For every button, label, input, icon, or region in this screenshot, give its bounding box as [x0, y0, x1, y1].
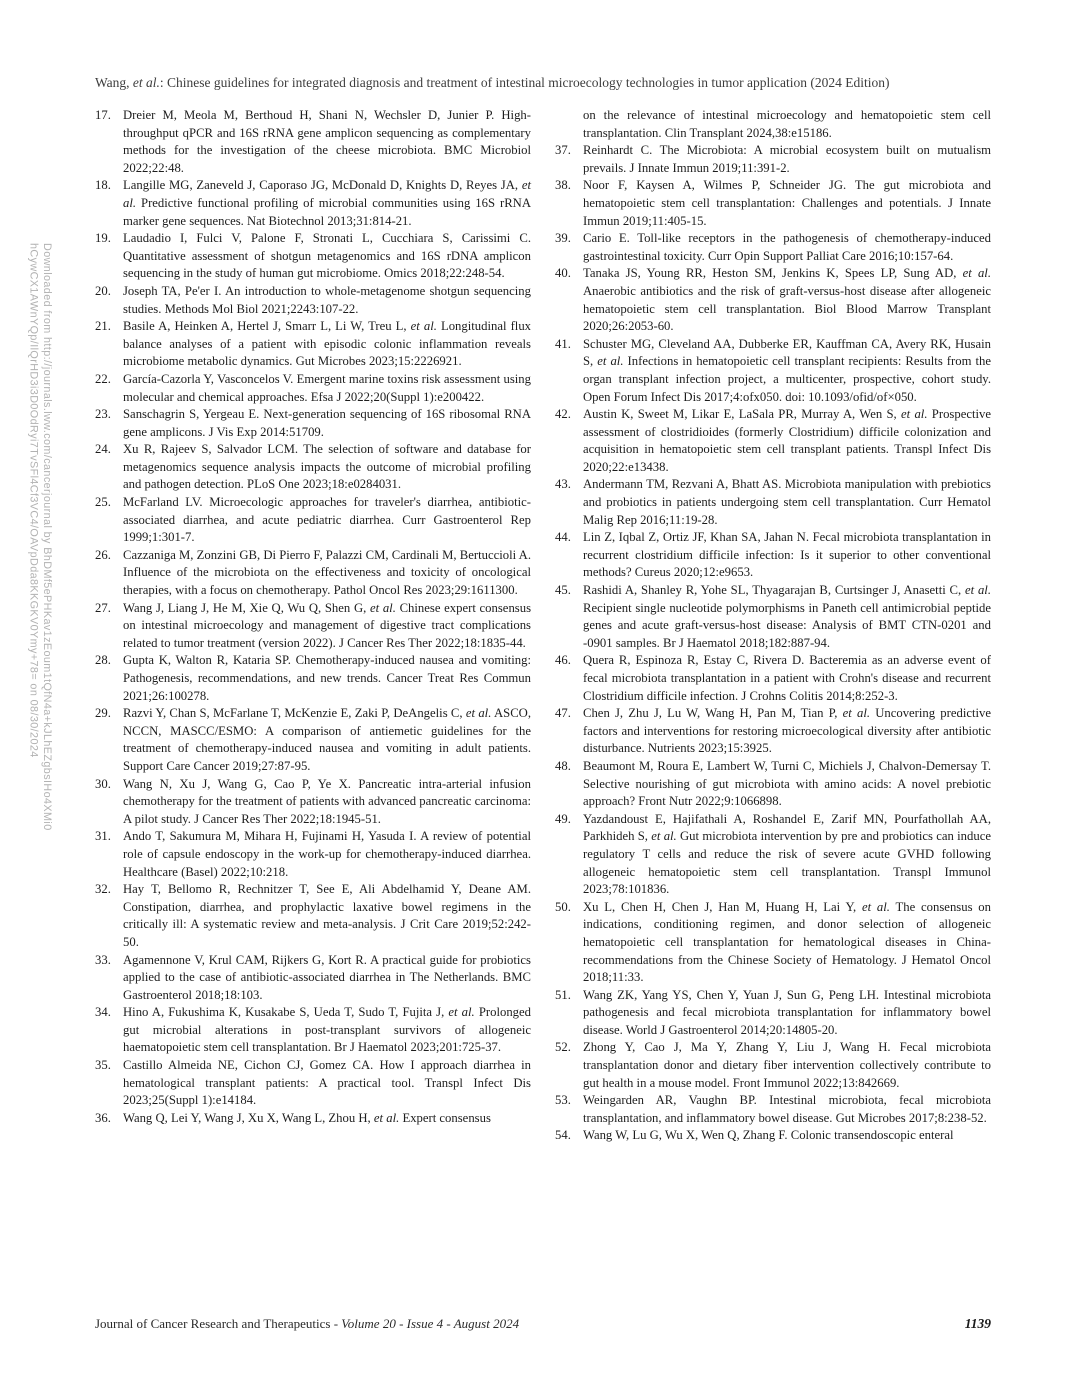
reference-text: Laudadio I, Fulci V, Palone F, Stronati L, Cucchiara S, Carissimi C. Quantitative assessment of shotgun metagenomics and 16S rDNA amplicon sequencing in the study of human gut microbiome. Omics 2018;22:248-54.	[123, 231, 531, 281]
issue-info: - Volume 20 - Issue 4 - August 2024	[330, 1316, 520, 1331]
reference-item	[555, 529, 991, 582]
reference-number: 44.	[555, 530, 571, 545]
page-footer	[95, 1316, 991, 1332]
reference-text: Wang W, Lu G, Wu X, Wen Q, Zhang F. Colonic transendoscopic enteral	[583, 1128, 954, 1143]
reference-item	[95, 776, 531, 829]
reference-text: Tanaka JS, Young RR, Heston SM, Jenkins K, Spees LP, Sung AD, et al. Anaerobic antibiotics and the risk of graft-versus-host disease after allogeneic hematopoietic stem cell transplantation. Biol Blood Marrow Transplant 2020;26:2053-60.	[583, 266, 992, 334]
reference-number: 29.	[95, 706, 111, 721]
reference-item	[555, 1127, 991, 1145]
reference-number: 52.	[555, 1040, 571, 1055]
references-section	[95, 107, 991, 1145]
reference-item	[555, 406, 991, 476]
reference-number: 37.	[555, 143, 571, 158]
reference-text: Cazzaniga M, Zonzini GB, Di Pierro F, Palazzi CM, Cardinali M, Bertuccioli A. Influence of the microbiota on the effectiveness and toxicity of oncological therapies, with a focus on chemotherapy. Pathol Oncol Res 2023;29:1611300.	[123, 547, 531, 598]
running-head: Wang, et al.: Chinese guidelines for integrated diagnosis and treatment of intestinal microecology technologies in tumor application (2024 Edition)	[95, 75, 890, 90]
reference-number: 49.	[555, 811, 571, 826]
reference-number: 53.	[555, 1093, 571, 1108]
reference-text: Wang N, Xu J, Wang G, Cao P, Ye X. Pancreatic intra-arterial infusion chemotherapy for the treatment of patients with advanced pancreatic carcinoma: A pilot study. J Cancer Res Ther 2022;18:1945-51.	[123, 776, 531, 826]
page-number: 1139	[964, 1316, 991, 1331]
reference-text: Wang J, Liang J, He M, Xie Q, Wu Q, Shen G, et al. Chinese expert consensus on intestinal microecology and management of digestive tract complications related to tumor treatment (version 2022). J Cancer Res Ther 2022;18:1835-44.	[123, 600, 532, 650]
reference-text: Ando T, Sakumura M, Mihara H, Fujinami H, Yasuda I. A review of potential role of capsule endoscopy in the work-up for chemotherapy-induced diarrhea. Healthcare (Basel) 2022;10:218.	[123, 829, 531, 879]
reference-number: 35.	[95, 1058, 111, 1073]
reference-item	[95, 177, 531, 230]
reference-item	[555, 336, 991, 406]
reference-item	[95, 547, 531, 600]
reference-item	[555, 582, 991, 652]
reference-continuation	[555, 107, 991, 142]
reference-number: 30.	[95, 776, 111, 791]
reference-number: 54.	[555, 1128, 571, 1143]
reference-text: Chen J, Zhu J, Lu W, Wang H, Pan M, Tian P, et al. Uncovering predictive factors and interventions for restoring microecological diversity after antibiotic disturbance. Nutrients 2023;15:3925.	[583, 706, 992, 756]
reference-number: 21.	[95, 319, 111, 334]
reference-item	[555, 142, 991, 177]
reference-number: 33.	[95, 952, 111, 967]
reference-item	[555, 705, 991, 758]
reference-item	[95, 1110, 531, 1128]
reference-number: 20.	[95, 283, 111, 298]
reference-item	[95, 283, 531, 318]
reference-item	[555, 265, 991, 335]
reference-text: Rashidi A, Shanley R, Yohe SL, Thyagarajan B, Curtsinger J, Anasetti C, et al. Recipient single nucleotide polymorphisms in Paneth cell antimicrobial peptide genes and acute graft-versus-host disease: Analysis of BMT CTN-0201 and -0901 samples. Br J Haematol 2018;182:887-94.	[583, 583, 991, 650]
reference-number: 18.	[95, 178, 111, 193]
reference-item	[95, 230, 531, 283]
reference-text: Andermann TM, Rezvani A, Bhatt AS. Microbiota manipulation with prebiotics and probiotics in patients undergoing stem cell transplantation. Curr Hematol Malig Rep 2016;11:19-28.	[583, 477, 991, 527]
reference-item	[95, 828, 531, 881]
reference-text: Hay T, Bellomo R, Rechnitzer T, See E, Ali Abdelhamid Y, Deane AM. Constipation, diarrhea, and prophylactic laxative bowel regimens in the critically ill: A systematic review and meta-analysis. J Crit Care 2019;52:242-50.	[123, 882, 531, 949]
reference-number: 39.	[555, 231, 571, 246]
reference-number: 50.	[555, 899, 571, 914]
reference-item	[95, 494, 531, 547]
reference-number: 19.	[95, 231, 111, 246]
reference-item	[95, 441, 531, 494]
reference-number: 47.	[555, 706, 571, 721]
reference-item	[95, 652, 531, 705]
watermark-line-1: Downloaded from http://journals.lww.com/cancerjournal by BhDMf5ePHKav1zEoum1tQfN4a+kJLhEZgbsIHo4XMi0	[41, 243, 53, 831]
reference-text: Hino A, Fukushima K, Kusakabe S, Ueda T, Sudo T, Fujita J, et al. Prolonged gut microbial alterations in post-transplant survivors of allogeneic haematopoietic stem cell transplantation. Br J Haematol 2023;201:725-37.	[123, 1005, 531, 1055]
journal-name: Journal of Cancer Research and Therapeutics	[95, 1316, 331, 1331]
reference-item	[95, 371, 531, 406]
reference-text: Noor F, Kaysen A, Wilmes P, Schneider JG. The gut microbiota and hematopoietic stem cell transplantation: Challenges and potentials. J Innate Immun 2019;11:405-15.	[583, 178, 991, 228]
reference-number: 24.	[95, 442, 111, 457]
reference-text: Sanschagrin S, Yergeau E. Next-generation sequencing of 16S ribosomal RNA gene amplicons. J Vis Exp 2014:51709.	[123, 407, 531, 439]
reference-number: 42.	[555, 407, 571, 422]
reference-text: Wang Q, Lei Y, Wang J, Xu X, Wang L, Zhou H, et al. Expert consensus	[123, 1110, 491, 1125]
reference-item	[95, 952, 531, 1005]
journal-footer	[95, 1316, 519, 1332]
watermark-line-2: hCywCX1AWnYQp/IlQrHD3i3D0OdRyi7TvSFl4Cf3VC4/OAVpDda8KKGKV0Ymy+78= on 08/30/2024	[27, 243, 40, 758]
reference-number: 45.	[555, 583, 571, 598]
reference-text: on the relevance of intestinal microecology and hematopoietic stem cell transplantation. Clin Transplant 2024,38:e15186.	[583, 108, 991, 140]
download-watermark	[26, 243, 53, 831]
reference-item	[95, 881, 531, 951]
reference-text: Gupta K, Walton R, Kataria SP. Chemotherapy-induced nausea and vomiting: Pathogenesis, recommendations, and new trends. Cancer Treat Res Commun 2021;26:100278.	[123, 653, 531, 703]
reference-number: 41.	[555, 336, 571, 351]
reference-number: 34.	[95, 1005, 111, 1020]
reference-text: Beaumont M, Roura E, Lambert W, Turni C, Michiels J, Chalvon-Demersay T. Selective nourishing of gut microbiota with amino acids: A novel prebiotic approach? Front Nutr 2022;9:1066898.	[583, 758, 991, 809]
reference-number: 23.	[95, 407, 111, 422]
reference-number: 46.	[555, 653, 571, 668]
reference-text: Razvi Y, Chan S, McFarlane T, McKenzie E, Zaki P, DeAngelis C, et al. ASCO, NCCN, MASCC/ESMO: A comparison of antiemetic guidelines for the treatment of chemotherapy-induced nausea and vomiting in adult patients. Support Care Cancer 2019;27:87-95.	[123, 706, 531, 773]
reference-text: Reinhardt C. The Microbiota: A microbial ecosystem built on mutualism prevails. J Innate Immun 2019;11:391-2.	[583, 143, 991, 175]
reference-text: Castillo Almeida NE, Cichon CJ, Gomez CA. How I approach diarrhea in hematological transplant patients: A practical tool. Transpl Infect Dis 2023;25(Suppl 1):e14184.	[123, 1058, 531, 1108]
reference-item	[555, 476, 991, 529]
reference-item	[95, 406, 531, 441]
reference-number: 51.	[555, 987, 571, 1002]
reference-item	[555, 652, 991, 705]
reference-item	[555, 811, 991, 899]
reference-number: 27.	[95, 600, 111, 615]
reference-item	[95, 318, 531, 371]
reference-text: Wang ZK, Yang YS, Chen Y, Yuan J, Sun G, Peng LH. Intestinal microbiota pathogenesis and fecal microbiota transplantation for inflammatory bowel disease. World J Gastroenterol 2014;20:14805-20.	[583, 987, 991, 1037]
reference-item	[95, 1057, 531, 1110]
reference-number: 25.	[95, 495, 111, 510]
reference-text: Xu L, Chen H, Chen J, Han M, Huang H, Lai Y, et al. The consensus on indications, conditioning regimen, and donor selection of allogeneic hematopoietic cell transplantation for hematological diseases in China-recommendations from the Chinese Society of Hematology. J Hematol Oncol 2018;11:33.	[583, 899, 991, 985]
reference-number: 32.	[95, 882, 111, 897]
reference-text: Cario E. Toll-like receptors in the pathogenesis of chemotherapy-induced gastrointestinal toxicity. Curr Opin Support Palliat Care 2016;10:157-64.	[583, 231, 991, 263]
reference-text: Basile A, Heinken A, Hertel J, Smarr L, Li W, Treu L, et al. Longitudinal flux balance analyses of a patient with episodic colonic inflammation reveals microbiome metabolic dynamics. Gut Microbes 2023;15:2226921.	[123, 319, 532, 369]
reference-number: 31.	[95, 829, 111, 844]
reference-item	[555, 758, 991, 811]
reference-text: Joseph TA, Pe'er I. An introduction to whole-metagenome shotgun sequencing studies. Methods Mol Biol 2021;2243:107-22.	[123, 283, 531, 316]
reference-number: 28.	[95, 653, 111, 668]
reference-number: 22.	[95, 371, 111, 386]
reference-item	[555, 1092, 991, 1127]
reference-item	[555, 987, 991, 1040]
reference-text: Weingarden AR, Vaughn BP. Intestinal microbiota, fecal microbiota transplantation, and inflammatory bowel disease. Gut Microbes 2017;8:238-52.	[583, 1093, 991, 1125]
reference-item	[555, 230, 991, 265]
reference-item	[555, 1039, 991, 1092]
reference-number: 36.	[95, 1110, 111, 1125]
references-column-left	[95, 107, 531, 1145]
reference-item	[95, 705, 531, 775]
reference-number: 43.	[555, 477, 571, 492]
reference-text: Langille MG, Zaneveld J, Caporaso JG, McDonald D, Knights D, Reyes JA, et al. Predictive functional profiling of microbial communities using 16S rRNA marker gene sequences. Nat Biotechnol 2013;31:814-21.	[123, 178, 531, 228]
reference-item	[95, 107, 531, 177]
reference-text: Yazdandoust E, Hajifathali A, Roshandel E, Zarif MN, Pourfathollah AA, Parkhideh S, et al. Gut microbiota intervention by pre and probiotics can induce regulatory T cells and reduce the risk of severe acute GVHD following allogeneic hematopoietic stem cell transplantation. Transpl Immunol 2023;78:101836.	[583, 811, 991, 897]
reference-text: Schuster MG, Cleveland AA, Dubberke ER, Kauffman CA, Avery RK, Husain S, et al. Infections in hematopoietic cell transplant recipients: Results from the organ transplant infection project, a multicenter, prospective, cohort study. Open Forum Infect Dis 2017;4:ofx050. doi: 10.1093/ofid/of×050.	[583, 336, 991, 404]
reference-item	[555, 177, 991, 230]
reference-text: García-Cazorla Y, Vasconcelos V. Emergent marine toxins risk assessment using molecular and chemical approaches. Efsa J 2022;20(Suppl 1):e200422.	[123, 371, 531, 404]
reference-number: 38.	[555, 178, 571, 193]
references-column-right	[555, 107, 991, 1145]
reference-text: Lin Z, Iqbal Z, Ortiz JF, Khan SA, Jahan N. Fecal microbiota transplantation in recurrent clostridium difficile infection: Is it superior to other conventional methods? Cureus 2020;12:e9653.	[583, 530, 991, 580]
reference-text: Quera R, Espinoza R, Estay C, Rivera D. Bacteremia as an adverse event of fecal microbiota transplantation in a patient with Crohn's disease and recurrent Clostridium difficile infection. J Crohns Colitis 2014;8:252-3.	[583, 653, 991, 703]
reference-number: 40.	[555, 266, 571, 281]
reference-text: Zhong Y, Cao J, Ma Y, Zhang Y, Liu J, Wang H. Fecal microbiota transplantation donor and dietary fiber intervention collectively contribute to gut health in a mouse model. Front Immunol 2022;13:842669.	[583, 1040, 991, 1090]
reference-text: Austin K, Sweet M, Likar E, LaSala PR, Murray A, Wen S, et al. Prospective assessment of clostridioides (formerly Clostridium) difficile colonization and acquisition in hematopoietic stem cell transplant patients. Transpl Infect Dis 2020;22:e13438.	[583, 407, 991, 474]
reference-number: 48.	[555, 758, 571, 773]
reference-text: McFarland LV. Microecologic approaches for traveler's diarrhea, antibiotic-associated diarrhea, and acute pediatric diarrhea. Curr Gastroenterol Rep 1999;1:301-7.	[123, 495, 531, 545]
reference-number: 26.	[95, 547, 111, 562]
reference-text: Agamennone V, Krul CAM, Rijkers G, Kort R. A practical guide for probiotics applied to the case of antibiotic-associated diarrhea in The Netherlands. BMC Gastroenterol 2018;18:103.	[123, 952, 531, 1002]
reference-number: 17.	[95, 108, 111, 122]
reference-text: Dreier M, Meola M, Berthoud H, Shani N, Wechsler D, Junier P. High-throughput qPCR and 16S rRNA gene amplicon sequencing as complementary methods for the investigation of the cheese microbiota. BMC Microbiol 2022;22:48.	[123, 108, 531, 175]
reference-text: Xu R, Rajeev S, Salvador LCM. The selection of software and database for metagenomics sequence analysis impacts the outcome of microbial profiling and pathogen detection. PLoS One 2023;18:e0284031.	[123, 442, 531, 492]
reference-item	[95, 600, 531, 653]
reference-item	[555, 899, 991, 987]
reference-item	[95, 1004, 531, 1057]
